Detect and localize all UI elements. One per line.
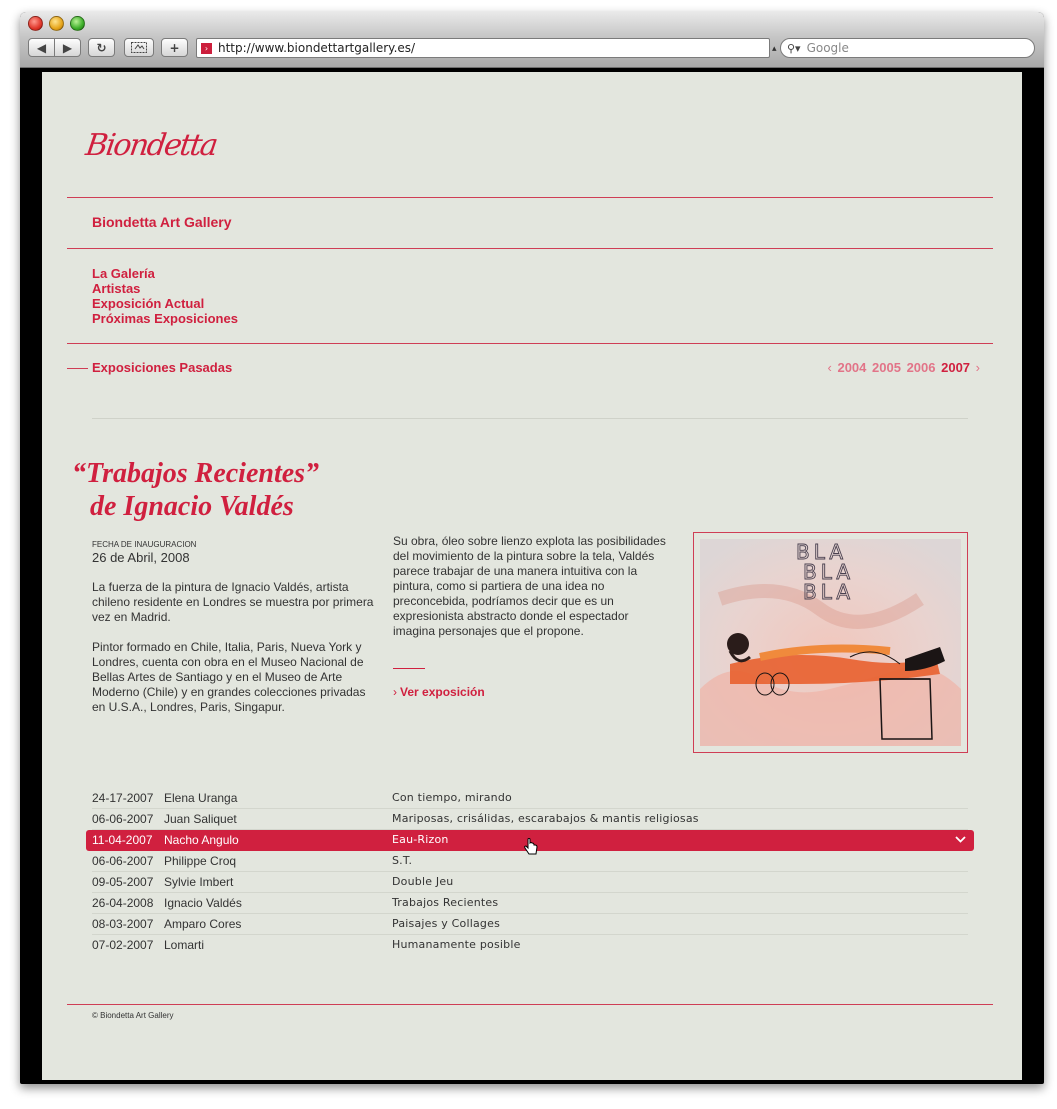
back-icon: ◀	[36, 40, 47, 55]
chevron-down-icon[interactable]	[955, 830, 966, 850]
artwork-image	[700, 539, 961, 746]
search-placeholder: Google	[806, 41, 849, 55]
row-date: 26-04-2008	[92, 896, 154, 910]
next-year-icon[interactable]: ›	[975, 360, 980, 375]
see-exhibition-link[interactable]	[393, 685, 485, 699]
close-window-button[interactable]	[28, 16, 43, 31]
row-title: Humanamente posible	[392, 938, 521, 951]
nav-item-la-galeria[interactable]: La Galería	[92, 266, 155, 281]
nav-item-proximas-exposiciones[interactable]: Próximas Exposiciones	[92, 311, 238, 326]
plus-icon: +	[169, 40, 180, 55]
snippet-button[interactable]	[124, 38, 154, 57]
reload-icon: ↻	[96, 40, 107, 55]
exhibition-bio: Pintor formado en Chile, Italia, Paris, Nueva York y Londres, cuenta con obra en el Museo Nacional de Bellas Artes de Santiago y en el Museo de Arte Moderno (Chile) y en grandes colecciones privadas en U.S.A., Londres, Paris, Singapur.	[92, 640, 366, 714]
divider	[67, 248, 993, 249]
site-title: Biondetta Art Gallery	[92, 214, 232, 230]
row-date: 06-06-2007	[92, 854, 154, 868]
browser-window	[20, 12, 1044, 1084]
search-icon: ⚲▾	[787, 41, 801, 55]
opening-date: 26 de Abril, 2008	[92, 550, 190, 565]
nav-item-exposicion-actual[interactable]: Exposición Actual	[92, 296, 205, 311]
reload-button[interactable]	[88, 38, 115, 57]
browser-toolbar	[20, 12, 1044, 68]
artwork-text-3: BLA	[803, 580, 855, 604]
row-artist: Ignacio Valdés	[164, 896, 242, 910]
divider	[92, 418, 968, 419]
year-2005[interactable]: 2005	[872, 360, 901, 375]
past-exhibitions-heading: Exposiciones Pasadas	[92, 360, 233, 375]
address-dropdown-icon[interactable]: ▴	[772, 43, 777, 53]
exhibition-intro: La fuerza de la pintura de Ignacio Valdés, artista chileno residente en Londres se muestra por primera vez en Madrid.	[92, 580, 374, 624]
divider	[67, 343, 993, 344]
prev-year-icon[interactable]: ‹	[827, 360, 832, 375]
table-row[interactable]	[92, 809, 968, 830]
artwork-text-2: BLA	[803, 560, 855, 584]
row-artist: Nacho Angulo	[164, 833, 239, 847]
table-row[interactable]	[92, 893, 968, 914]
back-button[interactable]	[28, 38, 55, 57]
past-exhibitions-list	[92, 788, 968, 955]
row-artist: Elena Uranga	[164, 791, 238, 805]
row-title: Con tiempo, mirando	[392, 791, 512, 804]
row-date: 24-17-2007	[92, 791, 154, 805]
table-row[interactable]	[92, 872, 968, 893]
year-selector	[826, 360, 981, 375]
row-title: Trabajos Recientes	[392, 896, 499, 909]
see-exhibition-label: Ver exposición	[400, 685, 485, 699]
row-title: Eau-Rizon	[392, 833, 449, 846]
row-date: 07-02-2007	[92, 938, 154, 952]
address-bar[interactable]	[196, 38, 770, 58]
site-logo[interactable]: Biondetta	[83, 128, 219, 163]
table-row[interactable]	[92, 788, 968, 809]
zoom-window-button[interactable]	[70, 16, 85, 31]
nav-item-artistas[interactable]: Artistas	[92, 281, 141, 296]
year-2007[interactable]: 2007	[941, 360, 971, 375]
row-artist: Philippe Croq	[164, 854, 237, 868]
year-2006[interactable]: 2006	[906, 360, 936, 375]
row-title: S.T.	[392, 854, 413, 867]
row-title: Paisajes y Collages	[392, 917, 501, 930]
divider	[67, 197, 993, 198]
row-date: 08-03-2007	[92, 917, 154, 931]
year-2004[interactable]: 2004	[837, 360, 867, 375]
table-row[interactable]	[92, 935, 968, 955]
exhibition-title	[72, 457, 319, 523]
exhibition-title-line2: de Ignacio Valdés	[90, 491, 294, 522]
copyright: © Biondetta Art Gallery	[92, 1011, 174, 1020]
artwork-text-1: BLA	[796, 540, 848, 564]
address-text: http://www.biondettartgallery.es/	[218, 41, 416, 55]
row-title: Double Jeu	[392, 875, 454, 888]
page-viewport	[42, 72, 1022, 1080]
divider	[393, 668, 425, 669]
row-title: Mariposas, crisálidas, escarabajos & mantis religiosas	[392, 812, 699, 825]
row-artist: Amparo Cores	[164, 917, 242, 931]
row-date: 09-05-2007	[92, 875, 154, 889]
forward-icon: ▶	[62, 40, 73, 55]
chevron-right-icon: ›	[393, 685, 397, 699]
minimize-window-button[interactable]	[49, 16, 64, 31]
section-marker	[67, 368, 88, 369]
divider	[67, 1004, 993, 1005]
main-nav	[92, 266, 238, 326]
forward-button[interactable]	[54, 38, 81, 57]
exhibition-description: Su obra, óleo sobre lienzo explota las posibilidades del movimiento de la pintura sobre la tela, Valdés parece trabajar de una manera intuitiva con la pintura, como si partiera de una idea no preconcebida, podríamos decir que es un expresionista abstracto donde el espectador imagina personajes que el propone.	[393, 534, 666, 638]
row-date: 06-06-2007	[92, 812, 154, 826]
row-artist: Juan Saliquet	[164, 812, 237, 826]
table-row[interactable]	[92, 914, 968, 935]
artwork-thumbnail[interactable]	[693, 532, 968, 753]
webclip-icon	[131, 42, 147, 53]
hand-cursor-icon	[524, 838, 538, 861]
exhibition-title-line1: “Trabajos Recientes”	[72, 458, 320, 489]
favicon-icon: ›	[201, 43, 212, 54]
search-field[interactable]	[780, 38, 1035, 58]
row-date: 11-04-2007	[92, 833, 153, 847]
opening-label: FECHA DE INAUGURACION	[92, 540, 197, 549]
row-artist: Lomarti	[164, 938, 205, 952]
row-artist: Sylvie Imbert	[164, 875, 234, 889]
add-bookmark-button[interactable]	[161, 38, 188, 57]
